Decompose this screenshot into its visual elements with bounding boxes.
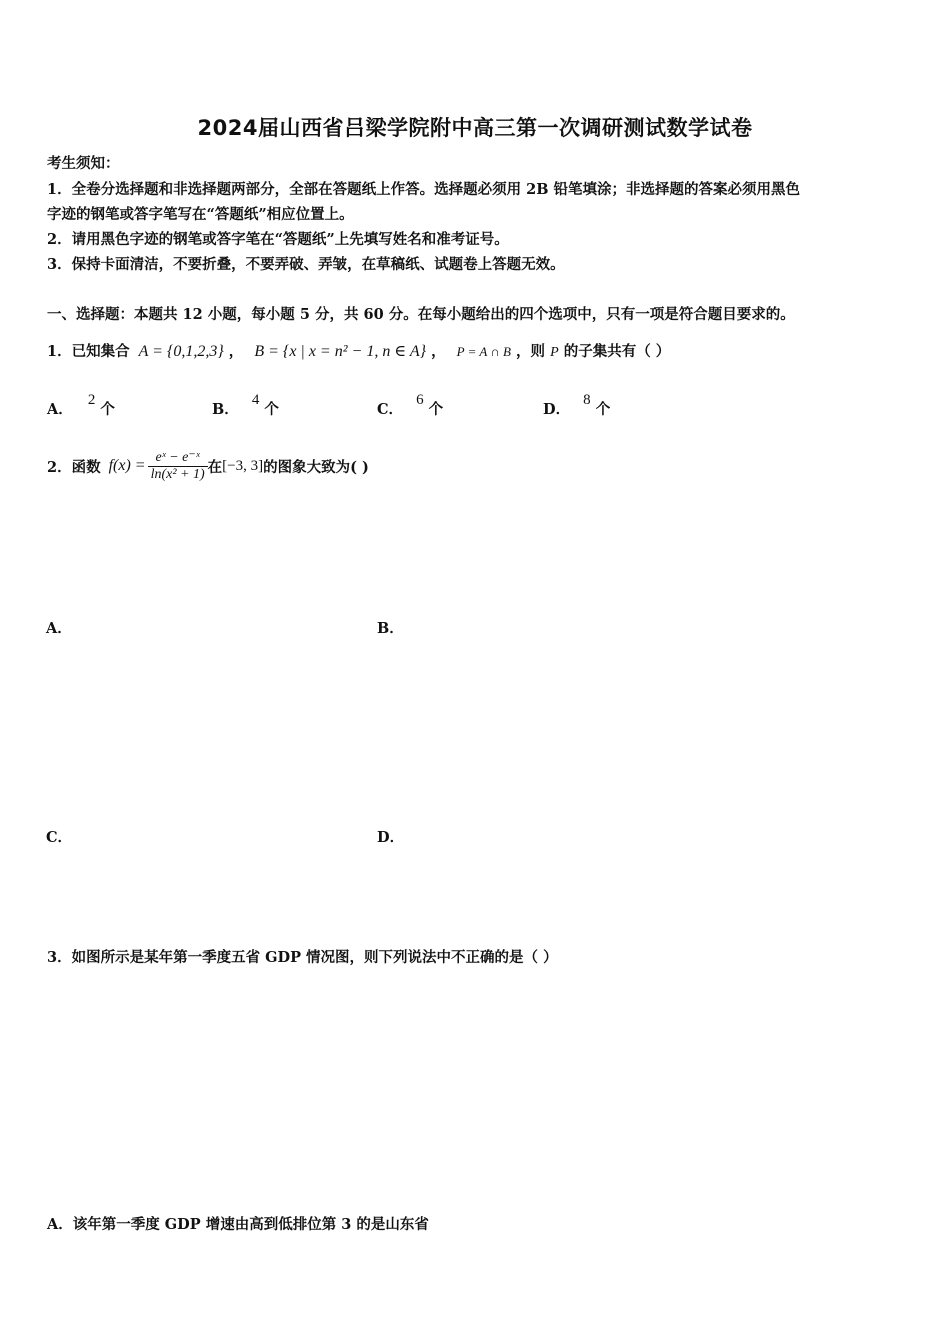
q1-comma-2: ， bbox=[431, 343, 446, 360]
q2-option-c-letter[interactable]: C． bbox=[46, 829, 73, 846]
q1-option-d-letter: D． bbox=[543, 401, 571, 418]
notice-line-1b: 字迹的钢笔或答字笔写在“答题纸”相应位置上。 bbox=[47, 206, 354, 223]
graph-option-d[interactable] bbox=[400, 745, 550, 925]
q2-mid: 在 bbox=[207, 458, 223, 476]
graph-option-c[interactable] bbox=[78, 740, 228, 920]
q1-option-d-value: 8 bbox=[583, 392, 591, 408]
q2-fraction bbox=[148, 449, 208, 483]
q1-comma-1: ， bbox=[228, 343, 244, 360]
page-title: 2024届山西省吕梁学院附中高三第一次调研测试数学试卷 bbox=[197, 116, 753, 140]
q2-prefix: 2．函数 bbox=[47, 458, 101, 476]
notice-line-3: 3．保持卡面清洁，不要折叠，不要弄破、弄皱，在草稿纸、试题卷上答题无效。 bbox=[47, 256, 565, 273]
q1-stem bbox=[47, 340, 670, 361]
q2-numerator: eˣ − e⁻ˣ bbox=[148, 449, 208, 467]
graph-option-b[interactable] bbox=[400, 530, 550, 710]
q1-option-a-value: 2 bbox=[87, 392, 96, 408]
q1-set-b: B = {x | x = n² − 1, n ∈ A} bbox=[254, 343, 427, 360]
q1-option-c-letter: C． bbox=[377, 401, 404, 418]
q1-p: P bbox=[550, 345, 559, 360]
q2-fx: f(x) = bbox=[108, 457, 146, 474]
gdp-chart bbox=[45, 980, 525, 1190]
notice-line-2: 2．请用黑色字迹的钢笔或答字笔在“答题纸”上先填写姓名和准考证号。 bbox=[47, 231, 509, 248]
q2-denominator: ln(x² + 1) bbox=[150, 467, 205, 482]
q1-option-b-unit: 个 bbox=[264, 401, 279, 418]
graph-option-a[interactable] bbox=[80, 535, 230, 715]
section-heading: 一、选择题：本题共 12 小题，每小题 5 分，共 60 分。在每小题给出的四个选项中，只有一项是符合题目要求的。 bbox=[47, 306, 795, 323]
q2-suffix: 的图象大致为( ) bbox=[263, 458, 369, 476]
q1-option-a-letter: A． bbox=[47, 401, 73, 418]
q1-mid: ，则 bbox=[516, 343, 546, 360]
q1-option-c[interactable] bbox=[377, 392, 444, 419]
q2-option-b-letter[interactable]: B． bbox=[377, 620, 404, 637]
q1-option-b-letter: B． bbox=[212, 401, 239, 418]
q1-set-a: A = {0,1,2,3} bbox=[138, 343, 224, 360]
q1-prefix: 1．已知集合 bbox=[47, 343, 130, 360]
q2-option-d-letter[interactable]: D． bbox=[377, 829, 405, 846]
q3-stem: 3．如图所示是某年第一季度五省 GDP 情况图，则下列说法中不正确的是（ ） bbox=[47, 949, 558, 966]
q2-interval: [−3, 3] bbox=[222, 457, 264, 474]
q1-option-d-unit: 个 bbox=[595, 401, 611, 418]
q3-option-a[interactable]: A．该年第一季度 GDP 增速由高到低排位第 3 的是山东省 bbox=[47, 1216, 429, 1233]
q1-option-c-value: 6 bbox=[416, 392, 424, 408]
q1-suffix: 的子集共有（ ） bbox=[563, 343, 671, 360]
q1-option-a-unit: 个 bbox=[100, 401, 115, 418]
q1-option-a[interactable] bbox=[47, 392, 115, 419]
q1-option-c-unit: 个 bbox=[428, 401, 444, 418]
q2-stem bbox=[47, 449, 369, 483]
q1-option-b-value: 4 bbox=[251, 392, 260, 408]
q2-option-a-letter[interactable]: A． bbox=[46, 620, 72, 637]
q1-option-d[interactable] bbox=[543, 392, 611, 419]
notice-heading: 考生须知： bbox=[47, 155, 120, 172]
q1-option-b[interactable] bbox=[212, 392, 279, 419]
notice-line-1a: 1．全卷分选择题和非选择题两部分，全部在答题纸上作答。选择题必须用 2B 铅笔填涂；非选择题的答案必须用黑色 bbox=[47, 181, 801, 198]
q1-set-p: P = A ∩ B bbox=[456, 344, 511, 359]
